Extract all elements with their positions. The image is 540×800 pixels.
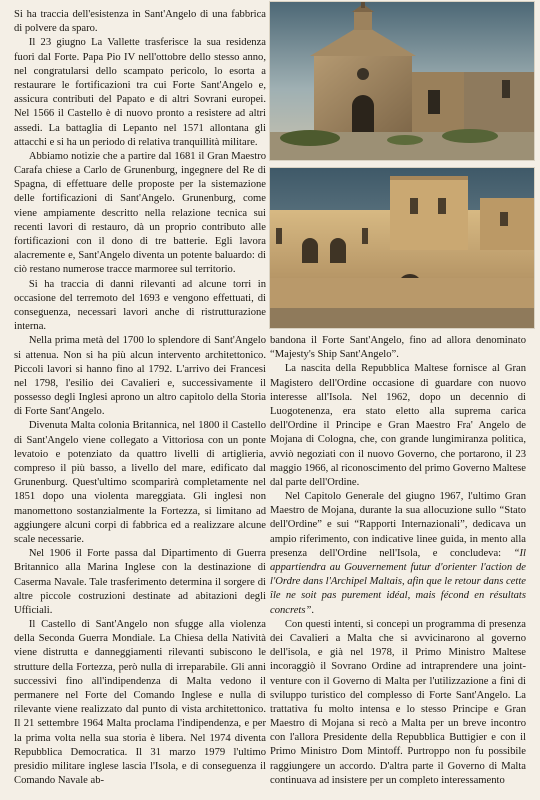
paragraph: La nascita della Repubblica Maltese fornisce al Gran Magistero dell'Ordine occasione di guardare con nuovo interesse all'Isola. Nel 1962, dopo un decennio di Luogotenenza, era stato eletto alla suprema carica dell'Ordine il Principe e Gran Maestro Fra' Angelo de Mojana di Cologna, che, con grande lungimiranza politica, avviò negoziati con il nuovo Governo, che portarono, il 23 maggio 1966, al riconoscimento del primo Governo Maltese dal parte dell'Ordine. xyxy=(270,363,526,488)
fort-building-illustration xyxy=(270,168,534,328)
paragraph: Abbiamo notizie che a partire dal 1681 il Gran Maestro Carafa chiese a Carlo de Grunenburg, ingegnere del Re di Spagna, di effettuare delle proposte per la sistemazione delle fortificazioni di Sant'Angelo. Grunenburg, come viene ampiamente descritto nella relazione tecnica sui recenti lavori di restauro, dà un proprio contributo alle fortificazioni con il dono di tre batterie. Egli lavora alacremente e, Sant'Angelo diventa un potente baluardo: di ciò restano numerose tracce marmoree sul territorio. xyxy=(14,150,266,276)
quote-end: . xyxy=(311,604,315,616)
right-text-column xyxy=(270,334,526,788)
paragraph: Il Castello di Sant'Angelo non sfugge alla violenza della Seconda Guerra Mondiale. La Chiesa della Natività viene distrutta e danneggiamenti rilevanti subiscono le strutture della Fortezza, però nulla di irreparabile. Gli anni successivi fino all'indipendenza di Malta vedono il permanere nel Forte del Comando Inglese e nulla di rilevante viene realizzato dal punto di vista architettonico. Il 21 settembre 1964 Malta proclama l'indipendenza, e per la prima volta nella sua storia è libera. Nel 1974 diventa Repubblica Democratica. Il 31 marzo 1979 l'ultimo presidio militare inglese lascia l'Isola, e di conseguenza il Comando Navale ab- xyxy=(14,619,266,787)
french-quote: “Il appartiendra au Gouvernement futur d'orienter l'action de l'Ordre dans l'Archipel Maltais, afin que le retour dans cette île ne soit pas purement idéal, mais fécond en résultats concrets” xyxy=(270,547,526,616)
paragraph: Si ha traccia di danni rilevanti ad alcune torri in occasione del terremoto del 1693 e vengono effettuati, di conseguenza, necessari lavori anche di ristrutturazione interna. xyxy=(14,278,266,333)
paragraph: Nel 1906 il Forte passa dal Dipartimento di Guerra Britannico alla Marina Inglese con la destinazione di Caserma Navale. Tale trasferimento determina il sorgere di altre piccole costruzioni destinate ad abitazioni degli Ufficiali. xyxy=(14,548,266,616)
chapel-photo xyxy=(270,2,534,160)
paragraph: bandona il Forte Sant'Angelo, fino ad allora denominato “Majesty's Ship Sant'Angelo”. xyxy=(270,335,526,361)
left-text-column xyxy=(14,8,266,788)
paragraph: Il 23 giugno La Vallette trasferisce la sua residenza fuori dal Forte. Papa Pio IV nell'ottobre dello stesso anno, nel congratularsi dello scampato pericolo, lo esorta a restaurare le fortificazioni tra cui Forte Sant'Angelo e, assicura contributi del Papato e di altri Sovrani europei. Nel 1566 il Castello è di nuovo pronto a resistere ad altri assedi. La battaglia di Lepanto nel 1571 allontana gli attacchi e si ha un periodo di relativa tranquillità militare. xyxy=(14,37,266,148)
paragraph: Si ha traccia dell'esistenza in Sant'Angelo di una fabbrica di polvere da sparo. xyxy=(14,9,266,35)
paragraph: Con questi intenti, si concepì un programma di presenza dei Cavalieri a Malta che si avvicinarono al governo dell'isola, e già nel 1978, il Primo Ministro Maltese incoraggiò il Sovrano Ordine ad intraprendere una joint-venture con il Governo di Malta per l'utilizzazione a fini di sviluppo turistico del complesso di Forte Sant'Angelo. La trattativa fu molto intensa e lo stesso Principe e Gran Maestro di Mojana si recò a Malta per un breve incontro con l'allora Presidente della Repubblica Buttigier e con il Primo Ministro Dom Mintoff. Purtroppo non fu possibile raggiungere un accordo. D'altra parte il Governo di Malta continuava ad insistere per un completo interessamento xyxy=(270,618,526,786)
paragraph: Divenuta Malta colonia Britannica, nel 1800 il Castello di Sant'Angelo viene collegato a Vittoriosa con un ponte levatoio e potenziato da quattro livelli di artiglieria, compreso il più basso, a livello del mare, edificato dal Grunenburg. Quest'ultimo scomparirà completamente nel 1851 dopo una violenta mareggiata. Gli inglesi non manomettono sostanzialmente la Fortezza, si limitano ad aggiungere alcuni corpi di fabbrica ed a realizzare alcune scale necessarie. xyxy=(14,420,266,545)
fort-building-photo xyxy=(270,168,534,328)
quote-intro: Nel Capitolo Generale del giugno 1967, l'ultimo Gran Maestro de Mojana, durante la sua allocuzione sullo “Stato dell'Ordine” e sui “Rapporti Internazionali”, dedicava un ampio riferimento, con indicative linee guida, in mento alla presenza dell'Ordine nell'Isola, e concludeva: xyxy=(270,491,526,559)
paragraph-with-quote xyxy=(270,490,526,618)
paragraph: Nella prima metà del 1700 lo splendore di Sant'Angelo si attenua. Non si ha più alcun intervento architettonico. Piccoli lavori si hanno fino al 1792. L'arrivo dei Francesi nel 1798, l'esilio dei Cavalieri e, successivamente il possesso degli Inglesi aprono un altro capitolo della Storia di Forte Sant'Angelo. xyxy=(14,335,266,418)
chapel-illustration xyxy=(270,2,534,160)
